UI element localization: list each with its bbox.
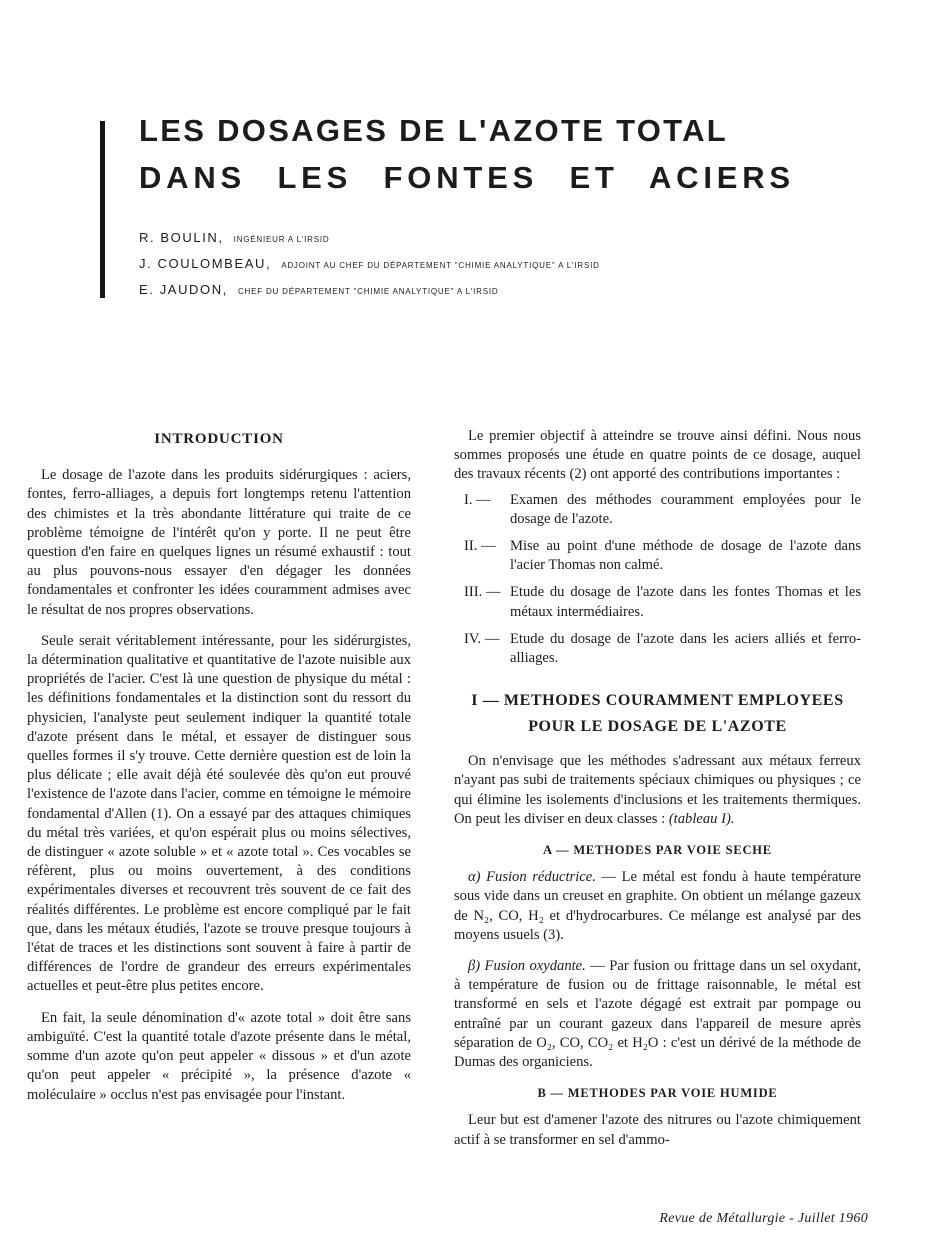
wet-methods-paragraph: Leur but est d'amener l'azote des nitrures ou l'azote chimiquement actif à se transformer en sel d'ammo- — [454, 1112, 861, 1148]
objective-paragraph: Le premier objectif à atteindre se trouve ainsi défini. Nous nous sommes proposés une étude en quatre points de ce dosage, auquel des travaux récents (2) ont apporté des contributions importantes : — [454, 428, 861, 483]
author-name: J. COULOMBEAU, — [139, 256, 272, 271]
author-name: E. JAUDON, — [139, 282, 228, 297]
list-item-text: Mise au point d'une méthode de dosage de l'azote dans l'acier Thomas non calmé. — [510, 538, 861, 574]
alpha-text: — Le métal est fondu à haute température sous vide dans un creuset en graphite. On obtient un mélange gazeux de N₂, CO, H₂ et d'hydrocarbures. Ce mélange est analysé par des moyens usuels (3). — [454, 869, 861, 943]
list-item — [454, 491, 861, 529]
beta-label: β) Fusion oxydante. — [468, 958, 586, 975]
study-points-list — [454, 491, 861, 669]
title-line-1: LES DOSAGES DE L'AZOTE TOTAL — [139, 113, 729, 148]
list-item-text: Examen des méthodes couramment employées pour le dosage de l'azote. — [510, 491, 861, 527]
author-list — [139, 230, 839, 308]
author-name: R. BOULIN, — [139, 230, 224, 245]
author-role: CHEF DU DÉPARTEMENT "CHIMIE ANALYTIQUE" A L'IRSID — [237, 287, 499, 296]
journal-footer: Revue de Métallurgie - Juillet 1960 — [659, 1211, 868, 1226]
intro-paragraph-1: Le dosage de l'azote dans les produits sidérurgiques : aciers, fontes, ferro-alliages, a depuis fort longtemps retenu l'attention des chimistes et la très abondante littérature qui traite de ce problème témoigne de l'intérêt qu'on y porte. Il ne peut être question d'en faire en quelques lignes un résumé exhaustif : tout au plus pouvons-nous essayer d'en dégager les données fondamentales et confronter les idées couramment admises avec le résultat de nos propres observations. — [27, 467, 411, 618]
author-entry — [139, 256, 839, 282]
list-item-number: II. — — [464, 538, 496, 555]
section-1-heading-line-1: I — METHODES COURAMMENT EMPLOYEES — [471, 692, 844, 710]
author-entry — [139, 282, 839, 308]
intro-paragraph-2: Seule serait véritablement intéressante, pour les sidérurgistes, la détermination qualitative et quantitative de l'azote nuisible aux propriétés de l'acier. C'est là une question de physique du métal : les définitions fondamentales et la distinction sont du ressort du physicien, l'analyste peut seulement indiquer la quantité totale d'azote présent dans le métal, et essayer de distinguer sous quelles formes il s'y trouve. Cette dernière question est de loin la plus délicate ; elle avait déjà été soulevée dès qu'on eut prouvé l'existence de l'azote dans l'acier, comme en témoigne le mémoire fondamental d'Allen (1). On a essayé par des attaques chimiques du métal très variées, et qu'on espérait plus ou moins sélectives, de distinguer « azote soluble » et « azote total ». Ces vocables se réfèrent, plus ou moins ouvertement, à des conditions expérimentales diverses et recouvrent très souvent de ce fait des réalités différentes. Le problème est encore compliqué par le fait que, dans les métaux étudiés, l'azote se trouve presque toujours à l'état de traces et les distinctions sont souvent à faire à partir de différences de l'ordre de grandeur des erreurs expérimentales actuelles et peut-être plus petites encore. — [27, 632, 411, 995]
beta-paragraph — [454, 957, 861, 1072]
methods-paragraph — [454, 752, 861, 829]
introduction-heading: INTRODUCTION — [154, 431, 284, 447]
list-item-text: Etude du dosage de l'azote dans les aciers alliés et ferro-alliages. — [510, 630, 861, 667]
list-item-text: Etude du dosage de l'azote dans les fontes Thomas et les métaux intermédiaires. — [510, 584, 861, 620]
author-entry — [139, 230, 839, 256]
table-reference: (tableau I). — [668, 810, 735, 827]
list-item-number: I. — — [464, 491, 491, 508]
list-item — [454, 537, 861, 575]
list-item — [454, 583, 861, 621]
beta-text: — Par fusion ou frittage dans un sel oxydant, à température de fusion ou de frittage raisonnable, le métal est transformé en sels et l'azote dégagé est extrait par pompage ou entraîné par un courant gazeux dans l'appareil de mesure après séparation de O₂, CO, CO₂ et H₂O : c'est un dérivé de la méthode de Dumas des organiciens. — [454, 958, 861, 1071]
section-1-heading — [454, 688, 861, 740]
list-item-number: III. — — [464, 584, 501, 601]
subsection-a-heading: A — METHODES PAR VOIE SECHE — [543, 843, 772, 858]
article-title — [139, 107, 861, 201]
section-1-heading-line-2: POUR LE DOSAGE DE L'AZOTE — [528, 718, 787, 736]
alpha-paragraph — [454, 868, 861, 945]
title-rule-bar — [100, 121, 105, 298]
author-role: INGÉNIEUR A L'IRSID — [233, 235, 330, 244]
title-line-2: DANS LES FONTES ET ACIERS — [139, 160, 795, 195]
list-item-number: IV. — — [464, 630, 500, 647]
methods-text: On n'envisage que les méthodes s'adressant aux métaux ferreux n'ayant pas subi de traitements spéciaux chimiques ou physiques ; ce qui élimine les isolements d'inclusions et les traitements thermiques. On peut les diviser en deux classes : — [454, 753, 861, 827]
left-column — [27, 430, 411, 1105]
subsection-b-heading: B — METHODES PAR VOIE HUMIDE — [537, 1086, 778, 1101]
alpha-label: α) Fusion réductrice. — [468, 869, 596, 886]
intro-paragraph-3: En fait, la seule dénomination d'« azote total » doit être sans ambiguïté. C'est la quantité totale d'azote présente dans le métal, somme d'un azote qu'on peut appeler « dissous » et d'un azote qu'on peut appeler « précipité », la présence d'azote « moléculaire » occlus n'est pas envisagée pour l'instant. — [27, 1009, 411, 1103]
right-column — [454, 427, 861, 1150]
list-item — [454, 630, 861, 668]
author-role: ADJOINT AU CHEF DU DÉPARTEMENT "CHIMIE ANALYTIQUE" A L'IRSID — [281, 261, 600, 270]
